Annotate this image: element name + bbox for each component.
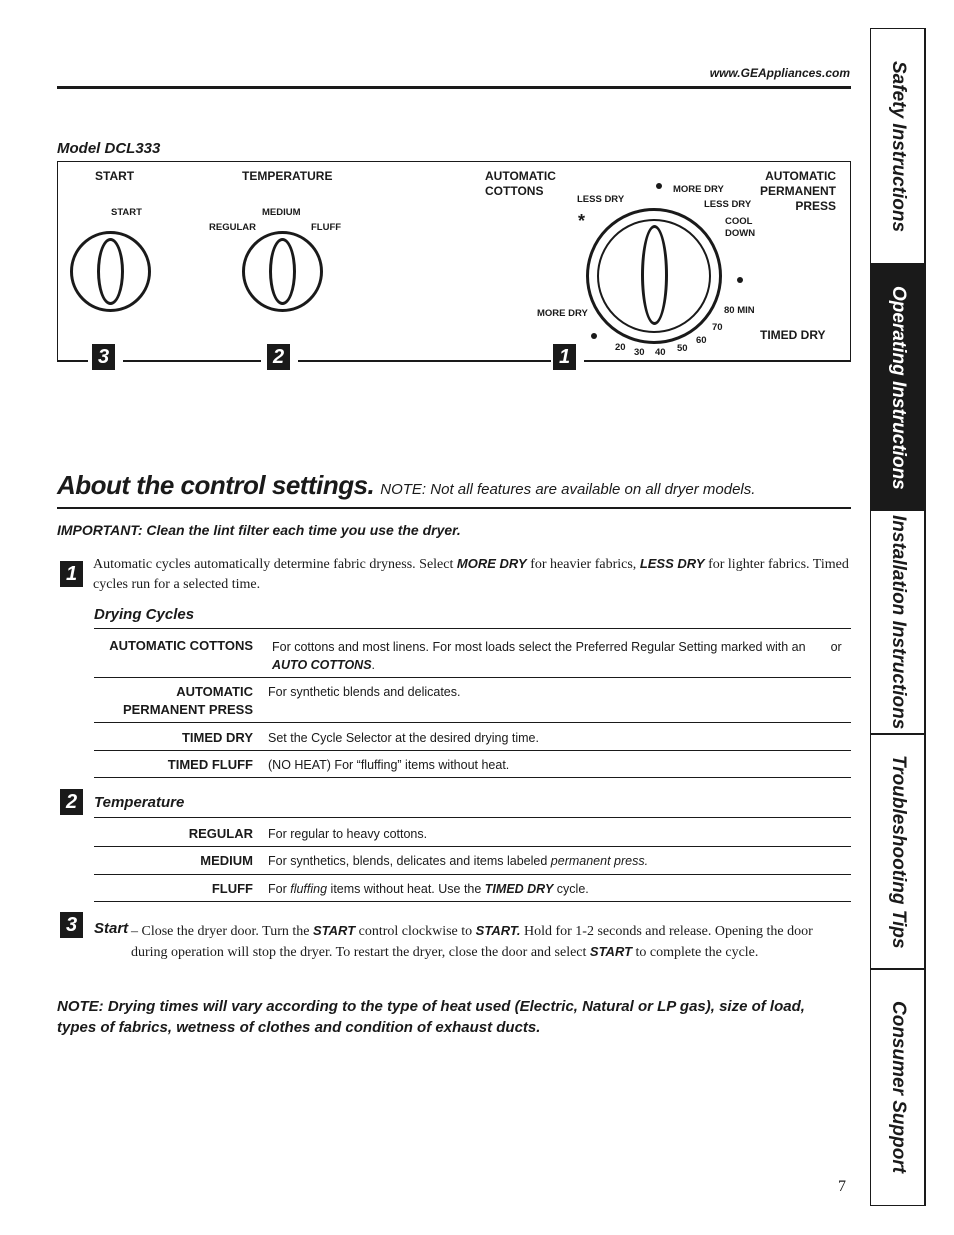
- temperature-knob-grip: [269, 238, 296, 305]
- start-em: START: [313, 923, 356, 938]
- temperature-knob[interactable]: [242, 231, 323, 312]
- auto-cottons-label: AUTOMATIC COTTONS: [485, 169, 556, 198]
- auto-cottons-em: AUTO COTTONS: [272, 658, 372, 672]
- timed-20-label: 20: [615, 342, 626, 353]
- temp-fluff-label: FLUFF: [311, 222, 342, 233]
- section3-badge: 3: [60, 912, 83, 938]
- section1-badge: 1: [60, 561, 83, 587]
- tab-installation-instructions[interactable]: [871, 511, 925, 734]
- temp-medium-label: MEDIUM: [262, 207, 301, 218]
- less-dry-right-label: LESS DRY: [704, 199, 752, 210]
- more-dry-bottom-label: MORE DRY: [537, 308, 588, 319]
- table-row-desc: For synthetic blends and delicates.: [268, 685, 461, 699]
- table-row-label: REGULAR: [188, 826, 253, 841]
- section2-badge: 2: [60, 789, 83, 815]
- tab-label: Troubleshooting Tips: [888, 755, 909, 949]
- start-knob-grip: [97, 238, 124, 305]
- fluffing-em: fluffing: [290, 882, 328, 896]
- start-title: START: [95, 169, 135, 183]
- cycle-badge: 1: [553, 344, 576, 370]
- tab-label: Safety Instructions: [888, 61, 909, 233]
- table-row-desc: [268, 852, 648, 870]
- temperature-title: TEMPERATURE: [242, 169, 333, 183]
- temperature-section-title: Temperature: [94, 794, 185, 811]
- row-desc-tail: .: [371, 658, 376, 672]
- tab-consumer-support[interactable]: [871, 970, 925, 1205]
- cycle-knob-grip: [641, 225, 668, 325]
- section1-intro: [93, 554, 851, 595]
- table-row-label: TIMED FLUFF: [167, 757, 253, 772]
- start-em: START: [589, 944, 633, 959]
- model-label: Model DCL333: [57, 140, 161, 157]
- table-row-desc: [272, 638, 852, 674]
- start-text: – Close the dryer door. Turn the: [131, 924, 313, 939]
- more-dry-top-label: MORE DRY: [673, 184, 724, 195]
- drying-cycles-title: Drying Cycles: [94, 606, 195, 623]
- table-rule: [94, 677, 851, 678]
- timed-50-label: 50: [677, 343, 688, 354]
- page-number: 7: [838, 1178, 846, 1195]
- panel-bottom-rule: [57, 360, 88, 362]
- row-desc-text: For synthetics, blends, delicates and items labeled: [268, 854, 551, 868]
- intro-text: for lighter fabrics. Timed cycles run for a selected time.: [93, 557, 849, 592]
- cycle-selector-knob[interactable]: [586, 208, 722, 344]
- start-label: START: [111, 207, 142, 218]
- table-row-label: FLUFF: [211, 881, 253, 896]
- table-row-label: AUTOMATIC COTTONS: [109, 638, 253, 653]
- start-text: Hold for 1-2 seconds and release. Opening the door during operation will stop the dryer. To restart the dryer, close the door and select: [131, 924, 813, 960]
- table-rule: [94, 874, 851, 875]
- start-text: to complete the cycle.: [632, 945, 759, 960]
- table-row-label: TIMED DRY: [181, 730, 253, 745]
- cool-down-label: COOL DOWN: [725, 216, 756, 239]
- preferred-setting-star: *: [578, 211, 586, 231]
- cycle-dot-top: [656, 183, 662, 189]
- tab-label: Operating Instructions: [888, 286, 909, 490]
- temp-regular-label: REGULAR: [209, 222, 256, 233]
- important-note: IMPORTANT: Clean the lint filter each time you use the dryer.: [57, 522, 461, 538]
- start-badge: 3: [92, 344, 115, 370]
- permanent-press-em: permanent press.: [550, 854, 649, 868]
- section-heading: [57, 470, 755, 501]
- table-rule: [94, 722, 851, 723]
- timed-dry-label: TIMED DRY: [760, 328, 826, 342]
- table-rule: [94, 817, 851, 818]
- table-row-desc: Set the Cycle Selector at the desired drying time.: [268, 731, 539, 745]
- cycle-dot-right: [737, 277, 743, 283]
- table-rule: [94, 901, 851, 902]
- header-rule: [57, 86, 851, 89]
- tab-label: Consumer Support: [888, 1001, 909, 1174]
- temperature-badge: 2: [267, 344, 290, 370]
- heading-rule: [57, 507, 851, 509]
- tab-troubleshooting-tips[interactable]: [871, 735, 925, 969]
- auto-perm-press-label: AUTOMATIC PERMANENT PRESS: [759, 169, 836, 213]
- tab-label: Installation Instructions: [888, 515, 909, 730]
- row-desc-text: items without heat. Use the: [327, 882, 485, 896]
- cycle-dot-bottom: [591, 333, 597, 339]
- timed-80-label: 80 MIN: [724, 305, 755, 316]
- section-tabs: [870, 28, 926, 1206]
- row-desc-text: For: [268, 882, 291, 896]
- less-dry-left-label: LESS DRY: [577, 194, 625, 205]
- timed-40-label: 40: [655, 347, 666, 358]
- timed-dry-em: TIMED DRY: [484, 882, 554, 896]
- timed-70-label: 70: [712, 322, 723, 333]
- table-row-label: MEDIUM: [200, 853, 253, 868]
- start-em: START.: [475, 923, 521, 938]
- heading-title: About the control settings.: [57, 470, 375, 500]
- table-row-desc: For regular to heavy cottons.: [268, 827, 428, 841]
- timed-60-label: 60: [696, 335, 707, 346]
- row-desc-text: cycle.: [553, 882, 589, 896]
- start-text: control clockwise to: [355, 924, 476, 939]
- table-rule: [94, 628, 851, 629]
- start-section-text: [131, 921, 851, 963]
- less-dry-em: LESS DRY: [639, 556, 705, 571]
- start-knob[interactable]: [70, 231, 151, 312]
- tab-operating-instructions[interactable]: [871, 265, 925, 511]
- table-row-label: AUTOMATIC PERMANENT PRESS: [122, 684, 253, 717]
- row-desc-or: or: [830, 640, 842, 654]
- more-dry-em: MORE DRY: [456, 556, 527, 571]
- tab-safety-instructions[interactable]: [871, 29, 925, 265]
- row-desc-text: For cottons and most linens. For most loads select the Preferred Regular Setting marked with an: [272, 640, 806, 654]
- table-row-desc: [268, 880, 589, 898]
- intro-text: for heavier fabrics,: [526, 557, 640, 572]
- panel-bottom-rule: [584, 360, 850, 362]
- table-rule: [94, 750, 851, 751]
- heading-note: NOTE: Not all features are available on all dryer models.: [380, 481, 756, 498]
- drying-times-note: NOTE: Drying times will vary according to the type of heat used (Electric, Natural or LP gas), size of load, types of fabrics, wetness of clothes and condition of exhaust ducts.: [57, 998, 805, 1036]
- table-rule: [94, 777, 851, 778]
- panel-bottom-rule: [123, 360, 261, 362]
- timed-30-label: 30: [634, 347, 645, 358]
- website-url: www.GEAppliances.com: [709, 66, 850, 80]
- table-rule: [94, 846, 851, 847]
- table-row-desc: (NO HEAT) For “fluffing” items without heat.: [268, 758, 510, 772]
- intro-text: Automatic cycles automatically determine fabric dryness. Select: [93, 557, 457, 572]
- panel-bottom-rule: [298, 360, 551, 362]
- start-section-title: Start: [94, 920, 129, 937]
